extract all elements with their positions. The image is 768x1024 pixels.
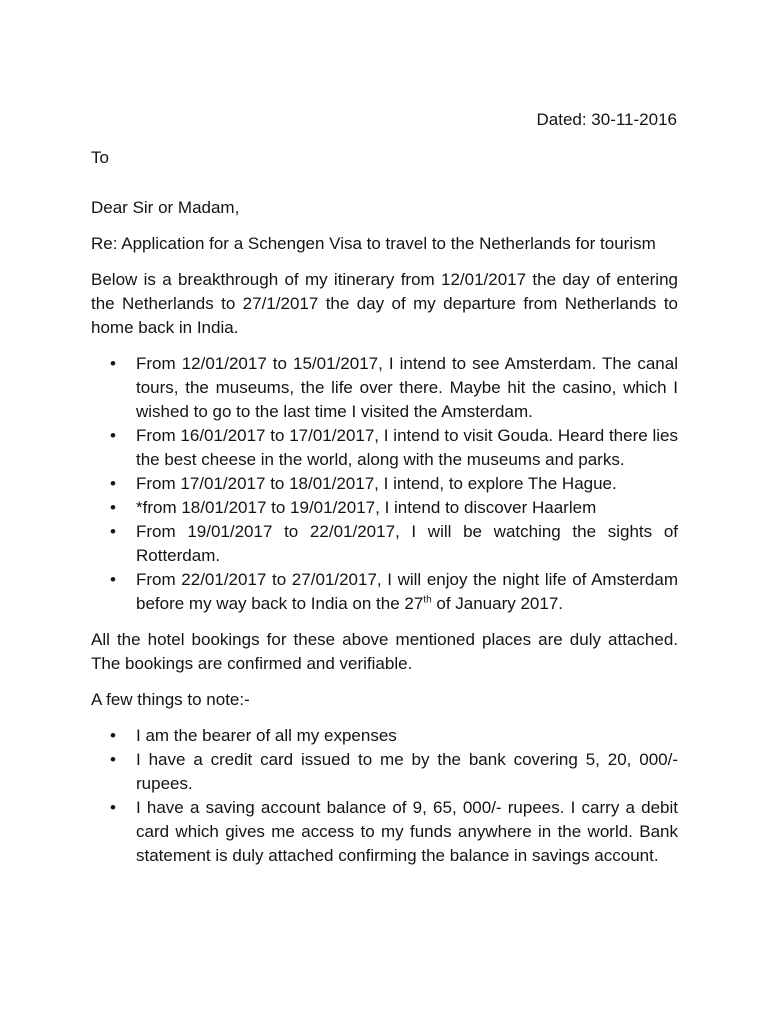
subject-line: Re: Application for a Schengen Visa to travel to the Netherlands for tourism [91, 234, 656, 253]
list-item: • From 12/01/2017 to 15/01/2017, I intend to see Amsterdam. The canal tours, the museums, the life over there. Maybe hit the casino, which I wished to go to the last time I visited the Amsterdam. [91, 352, 678, 424]
list-item: • *from 18/01/2017 to 19/01/2017, I intend to discover Haarlem [91, 496, 678, 520]
list-item-text-end: of January 2017. [431, 594, 564, 613]
list-item [91, 568, 678, 616]
salutation: Dear Sir or Madam, [91, 198, 240, 217]
notes-heading: A few things to note:- [91, 690, 250, 709]
list-item: • From 16/01/2017 to 17/01/2017, I intend to visit Gouda. Heard there lies the best cheese in the world, along with the museums and parks. [91, 424, 678, 472]
recipient-line: To [91, 148, 109, 167]
list-item: • From 19/01/2017 to 22/01/2017, I will be watching the sights of Rotterdam. [91, 520, 678, 568]
list-item: • I am the bearer of all my expenses [91, 724, 678, 748]
hotels-paragraph: All the hotel bookings for these above mentioned places are duly attached. The bookings are confirmed and verifiable. [91, 630, 678, 673]
intro-paragraph: Below is a breakthrough of my itinerary from 12/01/2017 the day of entering the Netherlands to 27/1/2017 the day of my departure from Netherlands to home back in India. [91, 270, 678, 337]
list-item: • I have a saving account balance of 9, 65, 000/- rupees. I carry a debit card which gives me access to my funds anywhere in the world. Bank statement is duly attached confirming the balance in savings account. [91, 796, 678, 868]
list-item: • From 17/01/2017 to 18/01/2017, I intend, to explore The Hague. [91, 472, 678, 496]
notes-list [91, 724, 678, 868]
letter-date: Dated: 30-11-2016 [536, 110, 677, 129]
list-item-text: From 22/01/2017 to 27/01/2017, I will enjoy the night life of Amsterdam before my way back to India on the 27 [136, 570, 678, 613]
itinerary-list [91, 352, 678, 616]
ordinal-suffix: th [423, 594, 432, 606]
letter-body [91, 146, 678, 868]
list-item: • I have a credit card issued to me by the bank covering 5, 20, 000/- rupees. [91, 748, 678, 796]
